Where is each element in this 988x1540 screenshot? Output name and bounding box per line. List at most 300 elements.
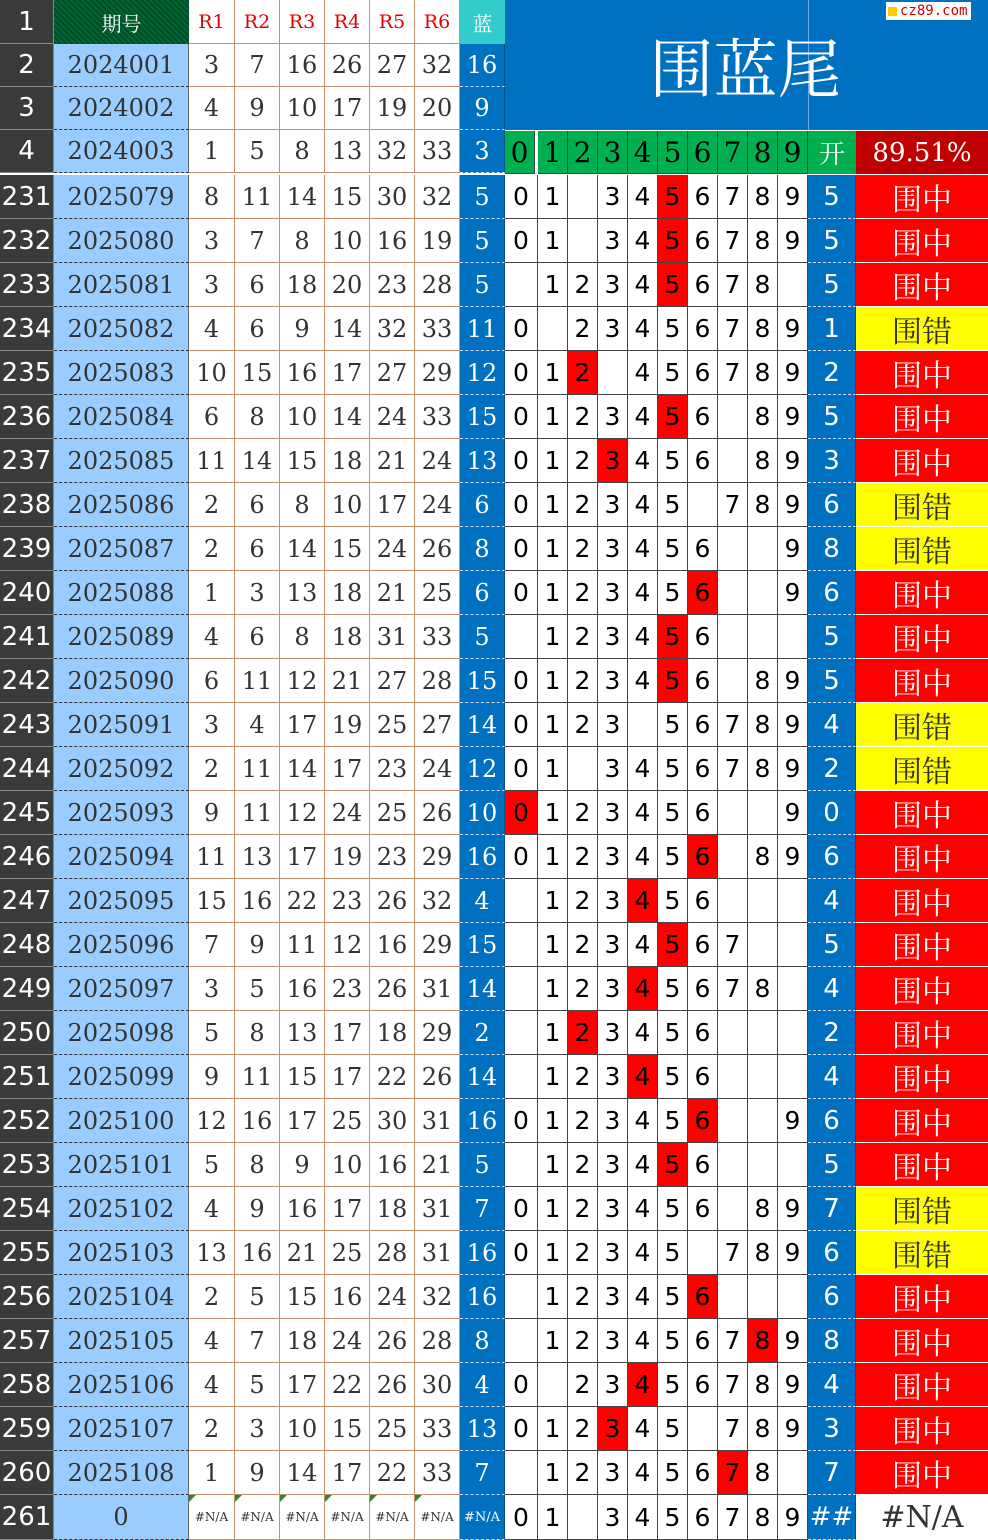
period-cell[interactable]: 2025100 bbox=[54, 1099, 189, 1143]
kai-cell[interactable]: 5 bbox=[808, 395, 856, 439]
digit-cell[interactable]: 3 bbox=[598, 967, 628, 1011]
row-number[interactable]: 245 bbox=[0, 791, 54, 835]
digit-cell[interactable]: 4 bbox=[628, 1319, 658, 1363]
kai-cell[interactable]: 3 bbox=[808, 439, 856, 483]
red-ball-cell[interactable]: 25 bbox=[415, 571, 460, 615]
red-ball-cell[interactable]: 25 bbox=[370, 703, 415, 747]
row-number[interactable]: 246 bbox=[0, 835, 54, 879]
kai-cell[interactable]: 5 bbox=[808, 219, 856, 263]
digit-cell-hit[interactable]: 4 bbox=[628, 879, 658, 923]
digit-cell[interactable]: 0 bbox=[505, 835, 538, 879]
digit-cell-hit[interactable]: 3 bbox=[598, 1407, 628, 1451]
digit-cell[interactable] bbox=[718, 835, 748, 879]
digit-cell[interactable]: 0 bbox=[505, 1363, 538, 1407]
digit-cell[interactable] bbox=[598, 351, 628, 395]
red-ball-cell[interactable]: 13 bbox=[325, 130, 370, 173]
digit-cell[interactable]: 4 bbox=[628, 1231, 658, 1275]
result-cell-error[interactable]: #N/A bbox=[856, 1495, 988, 1540]
digit-cell[interactable]: 8 bbox=[748, 1495, 778, 1540]
red-ball-cell[interactable]: 17 bbox=[325, 1187, 370, 1231]
digit-cell[interactable]: 9 bbox=[778, 439, 808, 483]
digit-cell[interactable]: 1 bbox=[538, 1275, 568, 1319]
red-ball-cell[interactable]: 15 bbox=[189, 879, 235, 923]
digit-cell[interactable]: 4 bbox=[628, 835, 658, 879]
red-ball-cell[interactable]: 18 bbox=[370, 1187, 415, 1231]
digit-cell[interactable]: 4 bbox=[628, 1451, 658, 1495]
digit-cell-hit[interactable]: 5 bbox=[658, 395, 688, 439]
digit-cell[interactable] bbox=[718, 395, 748, 439]
digit-cell[interactable]: 8 bbox=[748, 263, 778, 307]
row-number[interactable]: 4 bbox=[0, 130, 54, 173]
digit-cell[interactable] bbox=[718, 615, 748, 659]
digit-cell[interactable]: 3 bbox=[598, 615, 628, 659]
red-ball-cell[interactable]: 14 bbox=[280, 1451, 325, 1495]
blue-ball-cell[interactable]: 16 bbox=[460, 1275, 505, 1319]
digit-cell[interactable]: 3 bbox=[598, 659, 628, 703]
column-header-r2[interactable]: R2 bbox=[235, 0, 280, 44]
red-ball-cell[interactable]: 2 bbox=[189, 483, 235, 527]
blue-ball-cell-error[interactable]: #N/A bbox=[460, 1495, 505, 1540]
red-ball-cell[interactable]: 2 bbox=[189, 527, 235, 571]
red-ball-cell[interactable]: 30 bbox=[370, 1099, 415, 1143]
kai-cell[interactable]: 8 bbox=[808, 1319, 856, 1363]
blue-ball-cell[interactable]: 4 bbox=[460, 1363, 505, 1407]
kai-cell[interactable]: 6 bbox=[808, 835, 856, 879]
red-ball-cell[interactable]: 9 bbox=[280, 1143, 325, 1187]
red-ball-cell[interactable]: 11 bbox=[189, 439, 235, 483]
digit-cell[interactable]: 4 bbox=[628, 307, 658, 351]
red-ball-cell[interactable]: 18 bbox=[325, 571, 370, 615]
red-ball-cell[interactable]: 20 bbox=[325, 263, 370, 307]
digit-cell[interactable]: 1 bbox=[538, 1451, 568, 1495]
blue-ball-cell[interactable]: 2 bbox=[460, 1011, 505, 1055]
red-ball-cell[interactable]: 16 bbox=[370, 1143, 415, 1187]
digit-cell[interactable] bbox=[748, 923, 778, 967]
digit-cell-hit[interactable]: 4 bbox=[628, 1363, 658, 1407]
digit-cell[interactable]: 9 bbox=[778, 747, 808, 791]
period-cell[interactable]: 2025088 bbox=[54, 571, 189, 615]
red-ball-cell[interactable]: 25 bbox=[370, 1407, 415, 1451]
digit-cell[interactable]: 4 bbox=[628, 659, 658, 703]
digit-cell[interactable]: 6 bbox=[688, 1363, 718, 1407]
digit-cell[interactable]: 5 bbox=[658, 967, 688, 1011]
red-ball-cell[interactable]: 8 bbox=[280, 130, 325, 173]
red-ball-cell[interactable]: 29 bbox=[415, 351, 460, 395]
digit-cell[interactable]: 3 bbox=[598, 175, 628, 219]
digit-cell[interactable]: 6 bbox=[688, 219, 718, 263]
digit-cell[interactable]: 9 bbox=[778, 395, 808, 439]
digit-cell[interactable]: 2 bbox=[568, 923, 598, 967]
digit-cell[interactable] bbox=[718, 1187, 748, 1231]
digit-cell[interactable]: 4 bbox=[628, 1407, 658, 1451]
digit-cell[interactable]: 3 bbox=[598, 219, 628, 263]
period-cell[interactable]: 2025095 bbox=[54, 879, 189, 923]
digit-cell[interactable]: 1 bbox=[538, 835, 568, 879]
red-ball-cell[interactable]: 6 bbox=[189, 659, 235, 703]
red-ball-cell[interactable]: 6 bbox=[189, 395, 235, 439]
period-cell[interactable]: 2025089 bbox=[54, 615, 189, 659]
digit-cell[interactable]: 1 bbox=[538, 879, 568, 923]
digit-header-6[interactable]: 6 bbox=[688, 131, 718, 174]
red-ball-cell[interactable]: 25 bbox=[325, 1099, 370, 1143]
digit-header-8[interactable]: 8 bbox=[748, 131, 778, 174]
red-ball-cell[interactable]: 16 bbox=[280, 44, 325, 87]
digit-cell[interactable]: 1 bbox=[538, 1231, 568, 1275]
red-ball-cell[interactable]: 28 bbox=[415, 263, 460, 307]
red-ball-cell[interactable]: 3 bbox=[235, 1407, 280, 1451]
red-ball-cell[interactable]: 23 bbox=[325, 879, 370, 923]
digit-cell[interactable] bbox=[718, 1055, 748, 1099]
digit-cell[interactable]: 1 bbox=[538, 1407, 568, 1451]
digit-cell[interactable]: 3 bbox=[598, 571, 628, 615]
digit-cell[interactable]: 1 bbox=[538, 175, 568, 219]
digit-cell[interactable]: 5 bbox=[658, 1363, 688, 1407]
red-ball-cell[interactable]: 17 bbox=[325, 87, 370, 130]
red-ball-cell[interactable]: 26 bbox=[370, 879, 415, 923]
result-cell[interactable]: 围中 bbox=[856, 1011, 988, 1055]
digit-cell-hit[interactable]: 6 bbox=[688, 1099, 718, 1143]
digit-cell[interactable]: 2 bbox=[568, 1275, 598, 1319]
digit-cell[interactable]: 0 bbox=[505, 395, 538, 439]
digit-cell[interactable]: 3 bbox=[598, 307, 628, 351]
row-number[interactable]: 238 bbox=[0, 483, 54, 527]
red-ball-cell[interactable]: 11 bbox=[235, 659, 280, 703]
blue-ball-cell[interactable]: 15 bbox=[460, 659, 505, 703]
column-header-r6[interactable]: R6 bbox=[415, 0, 460, 44]
red-ball-cell[interactable]: 30 bbox=[370, 175, 415, 219]
red-ball-cell[interactable]: 22 bbox=[370, 1055, 415, 1099]
digit-cell[interactable]: 2 bbox=[568, 1187, 598, 1231]
red-ball-cell[interactable]: 29 bbox=[415, 1011, 460, 1055]
period-cell[interactable]: 2025098 bbox=[54, 1011, 189, 1055]
digit-cell[interactable]: 6 bbox=[688, 527, 718, 571]
digit-cell[interactable] bbox=[718, 527, 748, 571]
red-ball-cell[interactable]: 26 bbox=[325, 44, 370, 87]
digit-cell[interactable]: 0 bbox=[505, 1187, 538, 1231]
digit-cell[interactable]: 0 bbox=[505, 571, 538, 615]
kai-cell[interactable]: 6 bbox=[808, 571, 856, 615]
period-cell[interactable]: 2025094 bbox=[54, 835, 189, 879]
result-cell[interactable]: 围中 bbox=[856, 175, 988, 219]
digit-cell[interactable] bbox=[538, 1363, 568, 1407]
row-number[interactable]: 260 bbox=[0, 1451, 54, 1495]
digit-cell[interactable]: 6 bbox=[688, 307, 718, 351]
digit-cell-hit[interactable]: 5 bbox=[658, 175, 688, 219]
digit-cell[interactable]: 3 bbox=[598, 1319, 628, 1363]
digit-cell[interactable]: 6 bbox=[688, 1187, 718, 1231]
digit-cell[interactable]: 3 bbox=[598, 1231, 628, 1275]
red-ball-cell[interactable]: 33 bbox=[415, 395, 460, 439]
digit-cell[interactable] bbox=[505, 263, 538, 307]
kai-cell[interactable]: 6 bbox=[808, 1275, 856, 1319]
digit-cell[interactable]: 9 bbox=[778, 1187, 808, 1231]
digit-cell[interactable] bbox=[688, 1231, 718, 1275]
digit-cell[interactable]: 9 bbox=[778, 1231, 808, 1275]
blue-ball-cell[interactable]: 6 bbox=[460, 571, 505, 615]
red-ball-cell[interactable]: 8 bbox=[235, 395, 280, 439]
column-header-r4[interactable]: R4 bbox=[325, 0, 370, 44]
digit-cell[interactable]: 1 bbox=[538, 923, 568, 967]
result-cell[interactable]: 围中 bbox=[856, 1451, 988, 1495]
row-number[interactable]: 248 bbox=[0, 923, 54, 967]
period-cell[interactable]: 2025096 bbox=[54, 923, 189, 967]
digit-cell[interactable]: 2 bbox=[568, 307, 598, 351]
red-ball-cell[interactable]: 13 bbox=[235, 835, 280, 879]
digit-cell[interactable] bbox=[748, 1011, 778, 1055]
digit-cell[interactable]: 9 bbox=[778, 175, 808, 219]
red-ball-cell[interactable]: 9 bbox=[189, 791, 235, 835]
digit-cell[interactable] bbox=[538, 307, 568, 351]
digit-cell[interactable]: 2 bbox=[568, 967, 598, 1011]
red-ball-cell[interactable]: 17 bbox=[325, 1451, 370, 1495]
digit-cell[interactable]: 2 bbox=[568, 879, 598, 923]
digit-cell[interactable]: 9 bbox=[778, 703, 808, 747]
blue-ball-cell[interactable]: 8 bbox=[460, 1319, 505, 1363]
result-cell[interactable]: 围中 bbox=[856, 659, 988, 703]
digit-cell[interactable]: 6 bbox=[688, 175, 718, 219]
digit-cell[interactable]: 9 bbox=[778, 1407, 808, 1451]
digit-cell[interactable]: 4 bbox=[628, 1099, 658, 1143]
digit-cell[interactable]: 6 bbox=[688, 615, 718, 659]
red-ball-cell-error[interactable]: #N/A bbox=[370, 1495, 415, 1540]
period-cell[interactable]: 2024002 bbox=[54, 87, 189, 130]
digit-cell[interactable] bbox=[748, 1143, 778, 1187]
red-ball-cell-error[interactable]: #N/A bbox=[235, 1495, 280, 1540]
red-ball-cell[interactable]: 15 bbox=[280, 1275, 325, 1319]
column-header-period[interactable]: 期号 bbox=[54, 0, 189, 44]
digit-cell[interactable]: 2 bbox=[568, 835, 598, 879]
digit-cell[interactable]: 4 bbox=[628, 527, 658, 571]
row-number[interactable]: 3 bbox=[0, 87, 54, 130]
red-ball-cell[interactable]: 8 bbox=[280, 615, 325, 659]
period-cell[interactable]: 2025108 bbox=[54, 1451, 189, 1495]
digit-cell[interactable]: 2 bbox=[568, 527, 598, 571]
red-ball-cell[interactable]: 8 bbox=[280, 483, 325, 527]
red-ball-cell[interactable]: 24 bbox=[415, 747, 460, 791]
digit-cell[interactable]: 8 bbox=[748, 747, 778, 791]
digit-cell[interactable]: 3 bbox=[598, 1451, 628, 1495]
digit-cell[interactable]: 0 bbox=[505, 527, 538, 571]
digit-cell[interactable] bbox=[505, 1055, 538, 1099]
digit-cell[interactable]: 6 bbox=[688, 791, 718, 835]
digit-cell[interactable]: 0 bbox=[505, 1231, 538, 1275]
blue-ball-cell[interactable]: 13 bbox=[460, 1407, 505, 1451]
digit-cell-hit[interactable]: 8 bbox=[748, 1319, 778, 1363]
red-ball-cell[interactable]: 24 bbox=[370, 395, 415, 439]
kai-cell[interactable]: 6 bbox=[808, 1099, 856, 1143]
digit-cell[interactable] bbox=[778, 923, 808, 967]
red-ball-cell[interactable]: 21 bbox=[415, 1143, 460, 1187]
digit-cell[interactable]: 8 bbox=[748, 351, 778, 395]
period-cell[interactable]: 2025106 bbox=[54, 1363, 189, 1407]
red-ball-cell[interactable]: 21 bbox=[370, 439, 415, 483]
red-ball-cell[interactable]: 27 bbox=[370, 44, 415, 87]
period-cell[interactable]: 2025090 bbox=[54, 659, 189, 703]
red-ball-cell[interactable]: 1 bbox=[189, 571, 235, 615]
result-cell[interactable]: 围中 bbox=[856, 351, 988, 395]
red-ball-cell[interactable]: 28 bbox=[370, 1231, 415, 1275]
row-number[interactable]: 234 bbox=[0, 307, 54, 351]
digit-header-0[interactable]: 0 bbox=[505, 131, 535, 174]
result-cell[interactable]: 围中 bbox=[856, 439, 988, 483]
digit-cell[interactable] bbox=[778, 1451, 808, 1495]
digit-cell[interactable]: 3 bbox=[598, 747, 628, 791]
digit-cell[interactable]: 9 bbox=[778, 483, 808, 527]
digit-cell[interactable]: 4 bbox=[628, 791, 658, 835]
kai-cell[interactable]: 8 bbox=[808, 527, 856, 571]
digit-cell[interactable]: 0 bbox=[505, 483, 538, 527]
digit-cell[interactable]: 5 bbox=[658, 1275, 688, 1319]
red-ball-cell[interactable]: 16 bbox=[325, 1275, 370, 1319]
digit-cell[interactable]: 7 bbox=[718, 1363, 748, 1407]
red-ball-cell[interactable]: 16 bbox=[235, 1231, 280, 1275]
digit-cell[interactable]: 4 bbox=[628, 219, 658, 263]
digit-cell[interactable]: 8 bbox=[748, 967, 778, 1011]
digit-cell[interactable]: 7 bbox=[718, 747, 748, 791]
digit-cell[interactable] bbox=[748, 879, 778, 923]
digit-cell[interactable]: 1 bbox=[538, 967, 568, 1011]
period-cell[interactable]: 2025083 bbox=[54, 351, 189, 395]
digit-cell[interactable]: 1 bbox=[538, 527, 568, 571]
red-ball-cell[interactable]: 24 bbox=[370, 1275, 415, 1319]
digit-cell[interactable]: 9 bbox=[778, 1363, 808, 1407]
digit-cell[interactable]: 4 bbox=[628, 1187, 658, 1231]
red-ball-cell[interactable]: 15 bbox=[325, 175, 370, 219]
red-ball-cell[interactable]: 31 bbox=[415, 967, 460, 1011]
digit-cell[interactable]: 4 bbox=[628, 263, 658, 307]
red-ball-cell[interactable]: 23 bbox=[370, 835, 415, 879]
digit-cell[interactable]: 6 bbox=[688, 1011, 718, 1055]
blue-ball-cell[interactable]: 14 bbox=[460, 967, 505, 1011]
digit-cell[interactable] bbox=[688, 483, 718, 527]
red-ball-cell[interactable]: 9 bbox=[280, 307, 325, 351]
digit-cell[interactable]: 9 bbox=[778, 1099, 808, 1143]
row-number[interactable]: 257 bbox=[0, 1319, 54, 1363]
result-cell[interactable]: 围中 bbox=[856, 615, 988, 659]
row-number[interactable]: 256 bbox=[0, 1275, 54, 1319]
result-cell[interactable]: 围错 bbox=[856, 747, 988, 791]
red-ball-cell[interactable]: 19 bbox=[415, 219, 460, 263]
digit-cell[interactable]: 4 bbox=[628, 483, 658, 527]
digit-cell[interactable]: 8 bbox=[748, 175, 778, 219]
digit-cell[interactable]: 3 bbox=[598, 483, 628, 527]
digit-cell[interactable]: 7 bbox=[718, 219, 748, 263]
blue-ball-cell[interactable]: 5 bbox=[460, 263, 505, 307]
blue-ball-cell[interactable]: 5 bbox=[460, 175, 505, 219]
row-number[interactable]: 236 bbox=[0, 395, 54, 439]
digit-cell[interactable]: 0 bbox=[505, 659, 538, 703]
digit-cell-hit[interactable]: 4 bbox=[628, 1055, 658, 1099]
row-number[interactable]: 231 bbox=[0, 175, 54, 219]
digit-cell[interactable]: 5 bbox=[658, 1451, 688, 1495]
red-ball-cell[interactable]: 32 bbox=[415, 1275, 460, 1319]
digit-cell[interactable]: 5 bbox=[658, 747, 688, 791]
red-ball-cell[interactable]: 10 bbox=[280, 1407, 325, 1451]
red-ball-cell[interactable]: 5 bbox=[189, 1011, 235, 1055]
digit-cell[interactable] bbox=[718, 571, 748, 615]
red-ball-cell[interactable]: 18 bbox=[280, 263, 325, 307]
red-ball-cell[interactable]: 26 bbox=[415, 1055, 460, 1099]
digit-cell[interactable]: 2 bbox=[568, 615, 598, 659]
digit-cell[interactable]: 0 bbox=[505, 1407, 538, 1451]
digit-cell[interactable]: 7 bbox=[718, 1319, 748, 1363]
period-cell[interactable]: 2025105 bbox=[54, 1319, 189, 1363]
digit-cell[interactable]: 5 bbox=[658, 1231, 688, 1275]
red-ball-cell[interactable]: 31 bbox=[415, 1099, 460, 1143]
digit-cell[interactable] bbox=[505, 923, 538, 967]
digit-cell[interactable]: 2 bbox=[568, 791, 598, 835]
digit-cell[interactable]: 2 bbox=[568, 263, 598, 307]
red-ball-cell[interactable]: 17 bbox=[325, 351, 370, 395]
blue-ball-cell[interactable]: 11 bbox=[460, 307, 505, 351]
digit-cell[interactable] bbox=[778, 1055, 808, 1099]
red-ball-cell[interactable]: 22 bbox=[280, 879, 325, 923]
red-ball-cell[interactable]: 12 bbox=[189, 1099, 235, 1143]
digit-cell[interactable]: 5 bbox=[658, 1407, 688, 1451]
red-ball-cell[interactable]: 2 bbox=[189, 1275, 235, 1319]
digit-cell[interactable]: 3 bbox=[598, 395, 628, 439]
column-header-r1[interactable]: R1 bbox=[189, 0, 235, 44]
row-number[interactable]: 232 bbox=[0, 219, 54, 263]
kai-cell[interactable]: 5 bbox=[808, 659, 856, 703]
blue-ball-cell[interactable]: 15 bbox=[460, 923, 505, 967]
red-ball-cell[interactable]: 2 bbox=[189, 747, 235, 791]
red-ball-cell[interactable]: 16 bbox=[280, 1187, 325, 1231]
digit-cell[interactable]: 4 bbox=[628, 175, 658, 219]
red-ball-cell[interactable]: 24 bbox=[325, 1319, 370, 1363]
red-ball-cell[interactable]: 2 bbox=[189, 1407, 235, 1451]
digit-cell[interactable]: 2 bbox=[568, 571, 598, 615]
row-number[interactable]: 233 bbox=[0, 263, 54, 307]
red-ball-cell[interactable]: 8 bbox=[280, 219, 325, 263]
red-ball-cell[interactable]: 31 bbox=[415, 1231, 460, 1275]
red-ball-cell[interactable]: 6 bbox=[235, 527, 280, 571]
digit-cell[interactable] bbox=[505, 967, 538, 1011]
red-ball-cell[interactable]: 22 bbox=[325, 1363, 370, 1407]
period-cell[interactable]: 0 bbox=[54, 1495, 189, 1540]
red-ball-cell[interactable]: 11 bbox=[189, 835, 235, 879]
red-ball-cell[interactable]: 26 bbox=[370, 1319, 415, 1363]
hit-rate[interactable]: 89.51% bbox=[856, 131, 988, 174]
kai-cell[interactable]: 4 bbox=[808, 1055, 856, 1099]
result-cell[interactable]: 围中 bbox=[856, 1099, 988, 1143]
digit-cell[interactable]: 2 bbox=[568, 1407, 598, 1451]
digit-cell-hit[interactable]: 2 bbox=[568, 1011, 598, 1055]
red-ball-cell[interactable]: 25 bbox=[370, 791, 415, 835]
blue-ball-cell[interactable]: 16 bbox=[460, 44, 505, 87]
red-ball-cell[interactable]: 11 bbox=[235, 747, 280, 791]
red-ball-cell[interactable]: 3 bbox=[189, 967, 235, 1011]
digit-cell[interactable]: 3 bbox=[598, 1275, 628, 1319]
digit-cell[interactable] bbox=[568, 219, 598, 263]
digit-cell[interactable]: 2 bbox=[568, 1099, 598, 1143]
red-ball-cell[interactable]: 16 bbox=[235, 1099, 280, 1143]
kai-cell[interactable]: 2 bbox=[808, 747, 856, 791]
red-ball-cell[interactable]: 20 bbox=[415, 87, 460, 130]
result-cell[interactable]: 围中 bbox=[856, 791, 988, 835]
kai-cell[interactable]: 2 bbox=[808, 1011, 856, 1055]
digit-cell[interactable] bbox=[505, 1011, 538, 1055]
red-ball-cell[interactable]: 29 bbox=[415, 923, 460, 967]
period-cell[interactable]: 2025079 bbox=[54, 175, 189, 219]
red-ball-cell[interactable]: 3 bbox=[189, 263, 235, 307]
digit-cell-hit[interactable]: 6 bbox=[688, 571, 718, 615]
red-ball-cell[interactable]: 3 bbox=[189, 44, 235, 87]
red-ball-cell[interactable]: 13 bbox=[280, 571, 325, 615]
blue-ball-cell[interactable]: 16 bbox=[460, 1099, 505, 1143]
red-ball-cell[interactable]: 14 bbox=[325, 395, 370, 439]
digit-cell[interactable]: 8 bbox=[748, 1451, 778, 1495]
